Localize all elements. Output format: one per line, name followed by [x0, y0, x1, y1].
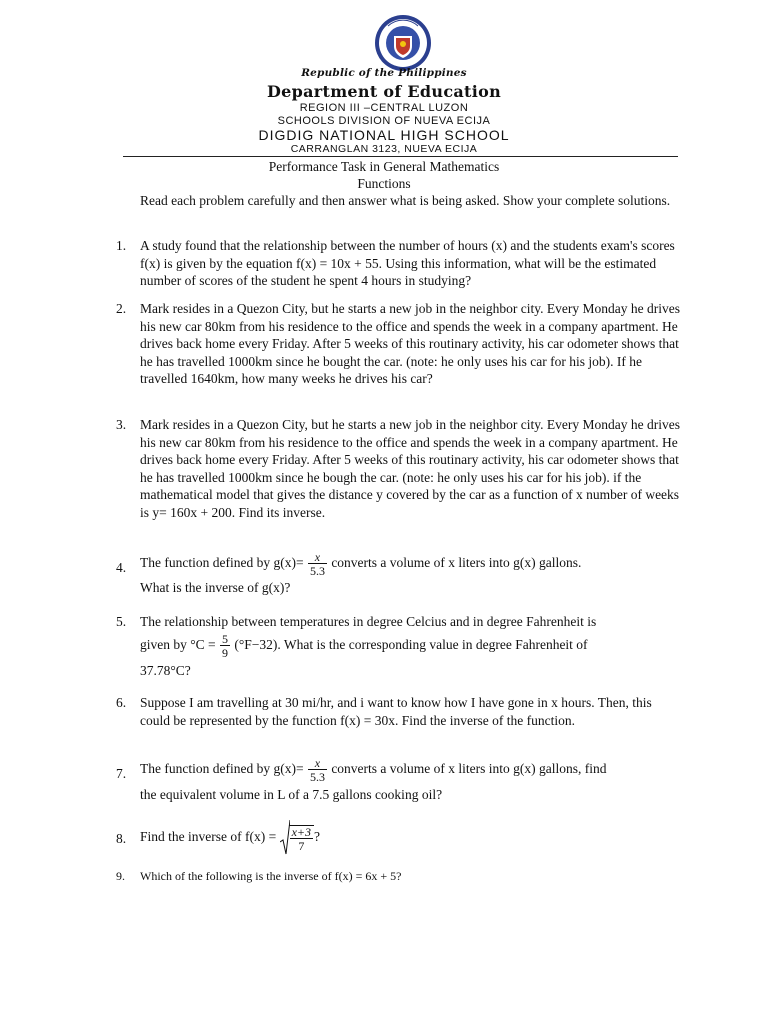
problem-text: the equivalent volume in L of a 7.5 gallons cooking oil? [140, 787, 443, 802]
fraction [290, 826, 313, 852]
problem-text: A study found that the relationship between the number of hours (x) and the students exam's scores f(x) is given by the equation f(x) = 10x + 55. Using this information, what will be the estimated number of scores of the student he spent 4 hours in studying? [140, 238, 675, 289]
task-subtitle: Functions [357, 176, 411, 191]
fraction-numerator: x [314, 756, 321, 770]
problem-number: 1. [116, 238, 127, 253]
problem-number: 2. [116, 301, 127, 316]
problem-text: 37.78°C? [140, 662, 191, 678]
division-line: SCHOOLS DIVISION OF NUEVA ECIJA [277, 115, 491, 127]
fraction-numerator: x [314, 550, 321, 564]
problem-text: What is the inverse of g(x)? [140, 580, 291, 595]
fraction [308, 757, 327, 783]
problem-text: ? [314, 829, 321, 845]
problem-text: (°F−32). What is the corresponding value in degree Fahrenheit of [234, 636, 588, 652]
problem-text: Which of the following is the inverse of f(x) = 6x + 5? [140, 869, 402, 883]
problem-text: The relationship between temperatures in degree Celcius and in degree Fahrenheit is [140, 614, 597, 629]
problem-number: 7. [116, 766, 127, 781]
fraction [308, 551, 327, 577]
problem-number: 6. [116, 695, 127, 710]
fraction [220, 633, 230, 659]
problem-text: given by °C = [140, 636, 216, 652]
fraction-denominator: 9 [222, 645, 229, 660]
problem-text: The function defined by g(x)= [140, 761, 304, 777]
problem-number: 9. [116, 869, 125, 883]
problem-number: 5. [116, 614, 127, 629]
school-address: CARRANGLAN 3123, NUEVA ECIJA [290, 143, 478, 155]
fraction-numerator: 5 [222, 631, 229, 646]
department-name: Department of Education [266, 82, 502, 101]
region-line: REGION III –CENTRAL LUZON [299, 102, 469, 114]
square-root-symbol [280, 820, 314, 856]
republic-line: Republic of the Philippines [301, 67, 467, 79]
instructions: Read each problem carefully and then answer what is being asked. Show your complete solutions. [140, 193, 671, 208]
fraction-numerator: x+3 [291, 824, 312, 839]
problem-text: Find the inverse of f(x) = [140, 829, 277, 845]
deped-seal-logo [374, 14, 432, 72]
problem-number: 8. [116, 831, 127, 846]
problem-text: Suppose I am travelling at 30 mi/hr, and i want to know how I have gone in x hours. Then, this could be represented by the function f(x) = 30x. Find the inverse of the function. [140, 695, 652, 728]
problem-number: 3. [116, 417, 127, 432]
task-title: Performance Task in General Mathematics [268, 159, 500, 174]
problem-text: converts a volume of x liters into g(x) gallons. [331, 555, 582, 571]
problem-number: 4. [116, 560, 127, 575]
problem-text: Mark resides in a Quezon City, but he starts a new job in the neighbor city. Every Monday he drives his new car 80km from his residence to the office and spends the week in a company apartment. He drives back home every Friday. After 5 weeks of this routinary activity, his car odometer shows that he has travelled 1000km since he bough the car. (note: he only uses his car for his job). if the mathematical model that gives the distance y covered by the car as a function of x number of weeks is y= 160x + 200. Find its inverse. [140, 417, 680, 520]
fraction-denominator: 7 [290, 838, 313, 852]
fraction-denominator: 5.3 [309, 564, 325, 578]
problem-text: The function defined by g(x)= [140, 555, 304, 571]
fraction-denominator: 5.3 [309, 770, 325, 784]
school-name: DIGDIG NATIONAL HIGH SCHOOL [258, 127, 510, 143]
problem-text: Mark resides in a Quezon City, but he starts a new job in the neighbor city. Every Monday he drives his new car 80km from his residence to the office and spends the week in a company apartment. He drives back home every Friday. After 5 weeks of this routinary activity, his car odometer shows that he has travelled 1000km since he bought the car. (note: he only uses his car for his job). If he travelled 1640km, how many weeks he drives his car? [140, 301, 680, 387]
header-divider [123, 156, 678, 157]
problem-text: converts a volume of x liters into g(x) gallons, find [331, 761, 607, 777]
